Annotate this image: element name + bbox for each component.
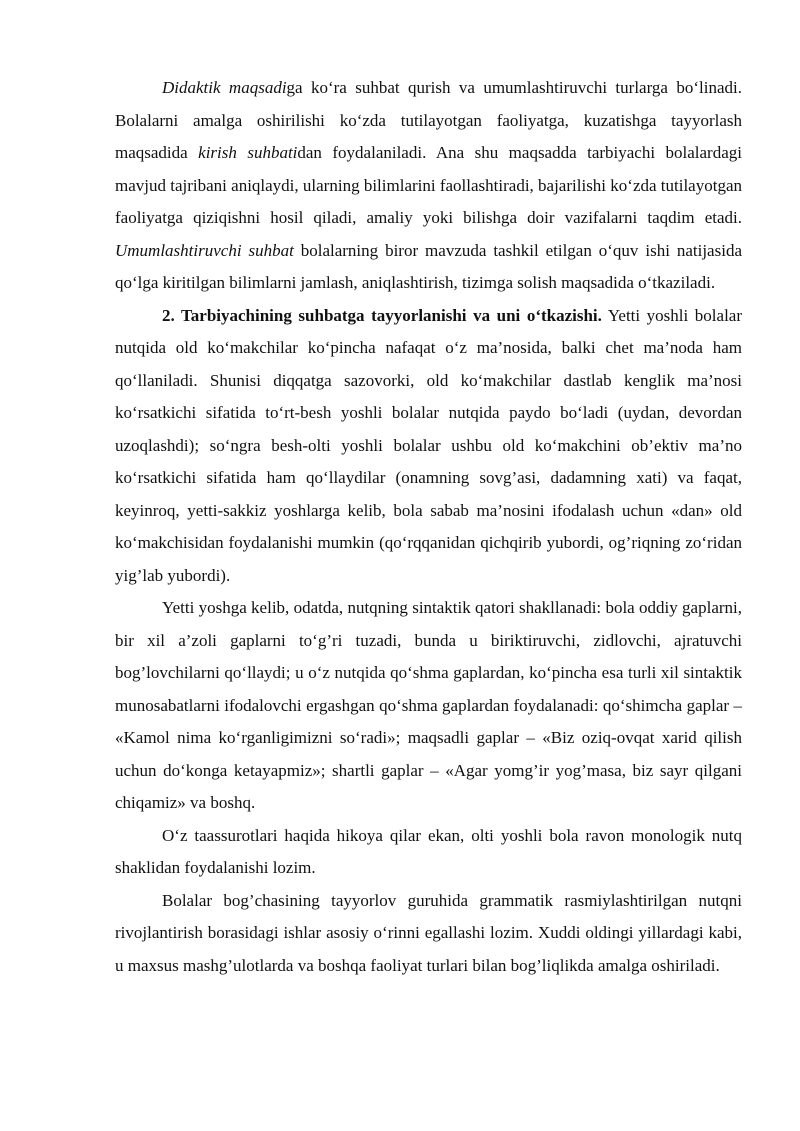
paragraph-run: Yetti yoshga kelib, odatda, nutqning sintaktik qatori shakllanadi: bola oddiy gaplarni, bir xil a’zoli gaplarni to‘g’ri tuzadi, bunda u biriktiruvchi, zidlovchi, ajratuvchi bog’lovchilarni qo‘llaydi; u o‘z nutqida qo‘shma gaplardan, ko‘pincha esa turli xil sintaktik munosabatlarni ifodalovchi ergashgan qo‘shma gaplardan foydalanadi: qo‘shimcha gaplar – «Kamol nima ko‘rganligimizni so‘radi»; maqsadli gaplar – «Biz oziq-ovqat xarid qilish uchun do‘konga ketayapmiz»; shartli gaplar – «Agar yomg’ir yog’masa, biz sayr qilgani chiqamiz» va boshq. bbox=[115, 598, 742, 812]
paragraph-run: ga ko‘ra suhbat qurish va umumlashtiruvchi turlarga bo‘linadi. Bolalarni amalga oshirilishi ko‘zda tutilayotgan faoliyatga, kuzatishga tayyorlash maqsadida bbox=[115, 78, 742, 162]
paragraph-didactic-purpose bbox=[115, 72, 742, 300]
paragraph-run: bolalarning biror mavzuda tashkil etilgan o‘quv ishi natijasida qo‘lga kiritilgan bilimlarni jamlash, aniqlashtirish, tizimga solish maqsadida o‘tkaziladi. bbox=[115, 240, 742, 292]
paragraph-run: kirish suhbati bbox=[198, 143, 298, 162]
paragraph-run: Yetti yoshli bolalar nutqida old ko‘makchilar ko‘pincha nafaqat o‘z ma’nosida, balki chet ma’noda ham qo‘llaniladi. Shunisi diqqatga sazovorki, old ko‘makchilar dastlab kenglik ma’nosi ko‘rsatkichi sifatida to‘rt-besh yoshli bolalar nutqida paydo bo‘ladi (uydan, devordan uzoqlashdi); so‘ngra besh-olti yoshli bolalar ushbu old ko‘makchini ob’ektiv ma’no ko‘rsatkichi sifatida ham qo‘llaydilar (onamning sovg’asi, dadamning xati) va faqat, keyinroq, yetti-sakkiz yoshlarga kelib, bola sabab ma’nosini ifodalash uchun «dan» old ko‘makchisidan foydalanishi mumkin (qo‘rqqanidan qichqirib yubordi, og’riqning zo‘ridan yig’lab yubordi). bbox=[115, 305, 742, 585]
paragraph-monologic-speech bbox=[115, 820, 742, 885]
section-heading: 2. Tarbiyachining suhbatga tayyorlanishi va uni o‘tkazishi. bbox=[162, 305, 602, 325]
document-page bbox=[115, 72, 742, 982]
paragraph-teacher-preparation bbox=[115, 300, 742, 593]
paragraph-run: Didaktik maqsadi bbox=[162, 78, 287, 97]
paragraph-preparatory-group bbox=[115, 885, 742, 983]
paragraph-run: dan foydalaniladi. Ana shu maqsadda tarbiyachi bolalardagi mavjud tajribani aniqlaydi, ularning bilimlarini faollashtiradi, bajarilishi ko‘zda tutilayotgan faoliyatga qiziqishni hosil qiladi, amaliy yoki bilishga doir vazifalarni taqdim etadi. bbox=[115, 143, 742, 227]
paragraph-run: Umumlashtiruvchi suhbat bbox=[115, 240, 294, 260]
paragraph-run: O‘z taassurotlari haqida hikoya qilar ekan, olti yoshli bola ravon monologik nutq shaklidan foydalanishi lozim. bbox=[115, 825, 742, 877]
paragraph-run: Bolalar bog’chasining tayyorlov guruhida grammatik rasmiylashtirilgan nutqni rivojlantirish borasidagi ishlar asosiy o‘rinni egallashi lozim. Xuddi oldingi yillardagi kabi, u maxsus mashg’ulotlarda va boshqa faoliyat turlari bilan bog’liqlikda amalga oshiriladi. bbox=[115, 890, 742, 975]
paragraph-syntactic-structure bbox=[115, 592, 742, 820]
